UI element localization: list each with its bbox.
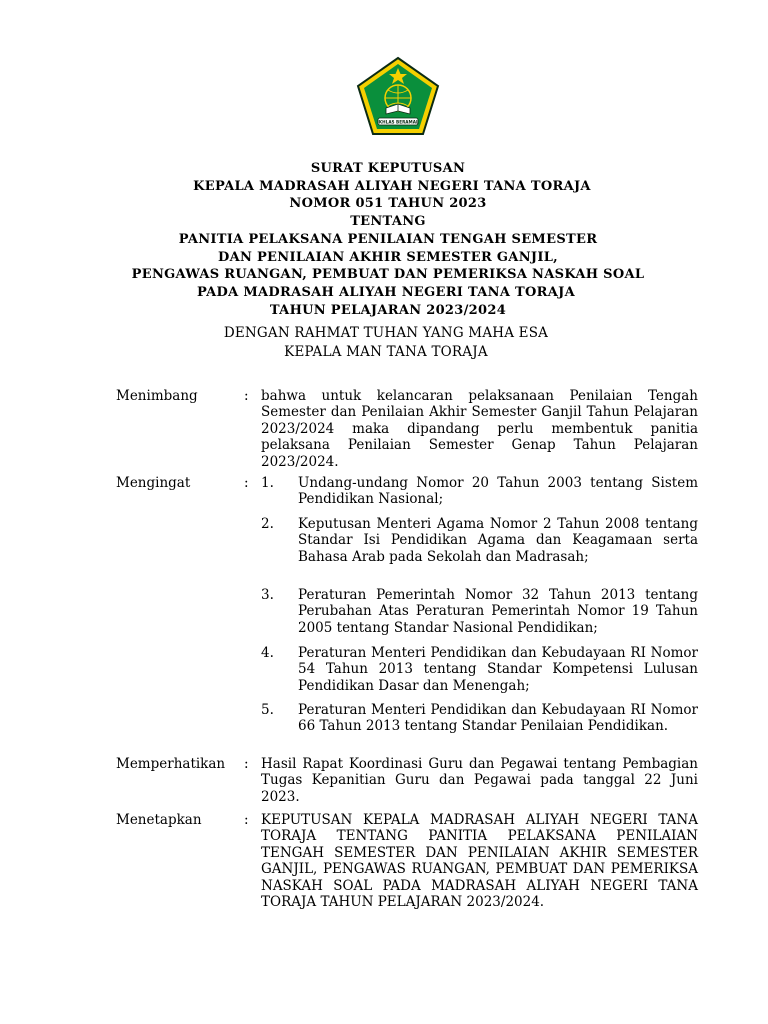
section-colon: : xyxy=(244,756,249,772)
logo-ribbon-text: IKHLAS BERAMAL xyxy=(377,119,419,125)
section-text: KEPUTUSAN KEPALA MADRASAH ALIYAH NEGERI TANA TORAJA TENTANG PANITIA PELAKSANA PENILAIAN TENGAH SEMESTER DAN PENILAIAN AKHIR SEMESTER GANJIL, PENGAWAS RUANGAN, PEMBUAT DAN PEMERIKSA NASKAH SOAL PADA MADRASAH ALIYAH NEGERI TANA TORAJA TAHUN PELAJARAN 2023/2024. xyxy=(261,812,698,911)
section-label: Menimbang xyxy=(116,388,198,404)
list-item-text: Peraturan Menteri Pendidikan dan Kebudayaan RI Nomor 54 Tahun 2013 tentang Standar Kompetensi Lulusan Pendidikan Dasar dan Menengah; xyxy=(298,645,698,694)
title-line: PANITIA PELAKSANA PENILAIAN TENGAH SEMESTER xyxy=(178,231,598,247)
greeting xyxy=(0,324,768,362)
section-memperhatikan xyxy=(116,756,698,806)
list-item-text: Peraturan Pemerintah Nomor 32 Tahun 2013 tentang Perubahan Atas Peraturan Pemerintah Nomor 19 Tahun 2005 tentang Standar Nasional Pendidikan; xyxy=(298,587,698,636)
section-mengingat xyxy=(116,475,698,750)
title-line: DAN PENILAIAN AKHIR SEMESTER GANJIL, xyxy=(218,249,558,265)
list-item-number: 1. xyxy=(261,475,274,491)
list-item-number: 3. xyxy=(261,587,274,603)
section-menimbang xyxy=(116,388,698,472)
title-line: TENTANG xyxy=(350,214,426,230)
section-colon: : xyxy=(244,475,249,491)
title-line: SURAT KEPUTUSAN xyxy=(310,161,466,176)
greeting-line: DENGAN RAHMAT TUHAN YANG MAHA ESA xyxy=(223,325,549,341)
list-item-number: 5. xyxy=(261,702,274,718)
title-line: TAHUN PELAJARAN 2023/2024 xyxy=(269,302,507,318)
section-label: Memperhatikan xyxy=(116,756,226,772)
section-label: Mengingat xyxy=(116,475,191,491)
decree-title xyxy=(0,160,768,319)
title-line: KEPALA MADRASAH ALIYAH NEGERI TANA TORAJA xyxy=(193,178,591,194)
section-text: Hasil Rapat Koordinasi Guru dan Pegawai tentang Pembagian Tugas Kepanitian Guru dan Pegawai pada tanggal 22 Juni 2023. xyxy=(261,756,698,805)
kemenag-emblem-icon xyxy=(356,56,440,138)
section-text: bahwa untuk kelancaran pelaksanaan Penilaian Tengah Semester dan Penilaian Akhir Semester Ganjil Tahun Pelajaran 2023/2024 maka dipandang perlu membentuk panitia pelaksana Penilaian Semester Genap Tahun Pelajaran 2023/2024. xyxy=(261,388,698,470)
section-colon: : xyxy=(244,812,249,828)
list-item-text: Peraturan Menteri Pendidikan dan Kebudayaan RI Nomor 66 Tahun 2013 tentang Standar Penilaian Pendidikan. xyxy=(298,702,698,735)
title-line: PADA MADRASAH ALIYAH NEGERI TANA TORAJA xyxy=(197,284,575,300)
list-item-text: Undang-undang Nomor 20 Tahun 2003 tentang Sistem Pendidikan Nasional; xyxy=(298,475,698,508)
section-colon: : xyxy=(244,388,249,404)
list-item-text: Keputusan Menteri Agama Nomor 2 Tahun 2008 tentang Standar Isi Pendidikan Agama dan Keagamaan serta Bahasa Arab pada Sekolah dan Madrasah; xyxy=(298,516,698,565)
section-menetapkan xyxy=(116,812,698,912)
list-item-number: 2. xyxy=(261,516,274,532)
list-item-number: 4. xyxy=(261,645,274,661)
section-label: Menetapkan xyxy=(116,812,202,828)
greeting-line: KEPALA MAN TANA TORAJA xyxy=(284,344,488,360)
title-line: NOMOR 051 TAHUN 2023 xyxy=(289,196,487,212)
title-line: PENGAWAS RUANGAN, PEMBUAT DAN PEMERIKSA NASKAH SOAL xyxy=(131,267,645,283)
